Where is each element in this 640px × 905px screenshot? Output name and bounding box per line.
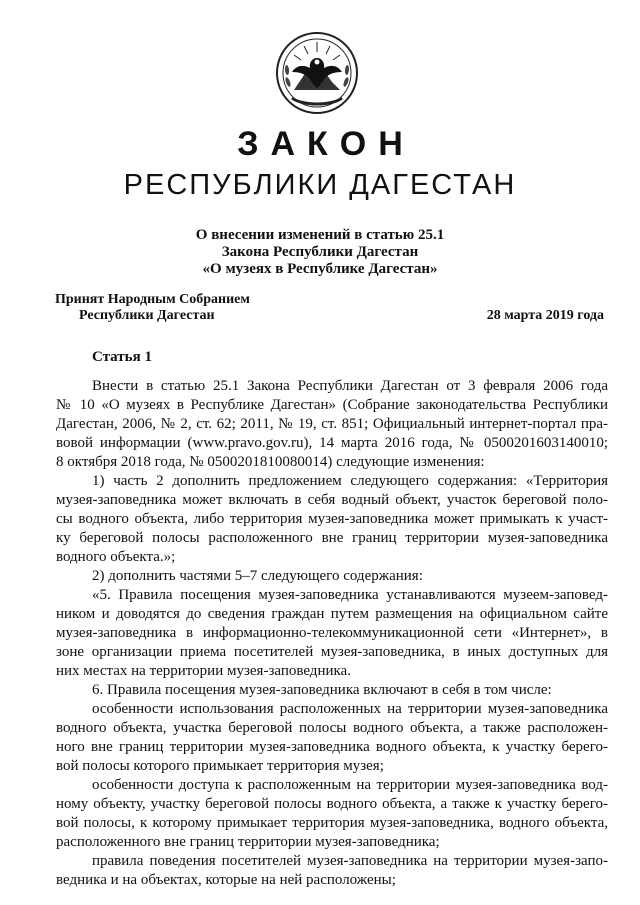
emblem: [272, 28, 362, 118]
body-line: Внести в статью 25.1 Закона Республики Дагестан от 3 февраля 2006 года: [92, 378, 608, 394]
adoption-line-1: Принят Народным Собранием: [55, 292, 250, 307]
body-line: 2) дополнить частями 5–7 следующего содержания:: [92, 568, 423, 584]
body-line: ного вне границ территории музея-заповедника водного объекта, к участку берего-: [56, 739, 608, 755]
body-line: музея-заповедника может включать в себя водный объект, участок береговой поло-: [56, 492, 608, 508]
body-line: ному объекту, участку береговой полосы водного объекта, а также к участку берего-: [56, 796, 608, 812]
heading-line: О внесении изменений в статью 25.1: [195, 227, 445, 243]
body-line: № 10 «О музеях в Республике Дагестан» (Собрание законодательства Республики: [56, 397, 608, 413]
body-line: 1) часть 2 дополнить предложением следующего содержания: «Территория: [92, 473, 608, 489]
body-line: «5. Правила посещения музея-заповедника устанавливаются музеем-заповед-: [92, 587, 608, 603]
body-line: расположенного вне границ территории музея-заповедника;: [56, 834, 440, 850]
adoption-statement: [55, 292, 250, 324]
body-line: водного объекта, участка береговой полосы водного объекта, а также расположен-: [56, 720, 608, 736]
body-line: ником и доводятся до сведения граждан путем размещения на официальном сайте: [56, 606, 608, 622]
adoption-line-2: Республики Дагестан: [79, 308, 215, 323]
dagestan-coat-of-arms-icon: [272, 28, 362, 118]
body-line: зоне организации приема посетителей музея-заповедника, в иных доступных для: [56, 644, 608, 660]
body-line: Дагестан, 2006, № 2, ст. 62; 2011, № 19, ст. 851; Официальный интернет-портал пра-: [56, 416, 608, 432]
body-line: правила поведения посетителей музея-заповедника на территории музея-запо-: [92, 853, 608, 869]
adoption-date: 28 марта 2019 года: [486, 308, 604, 323]
heading-line: «О музеях в Республике Дагестан»: [202, 261, 438, 277]
body-line: музея-заповедника в информационно-телекоммуникационной сети «Интернет», в: [56, 625, 608, 641]
body-line: вой полосы которого примыкает территория музея;: [56, 758, 384, 774]
body-line: вовой информации (www.pravo.gov.ru), 14 марта 2016 года, № 0500201603140010;: [56, 435, 608, 451]
body-line: 6. Правила посещения музея-заповедника включают в себя в том числе:: [92, 682, 552, 698]
heading-line: Закона Республики Дагестан: [221, 244, 419, 260]
body-line: ведника и на объектах, которые на ней расположены;: [56, 872, 396, 888]
body-line: ку береговой полосы расположенного вне границ территории музея-заповедника: [56, 530, 608, 546]
law-subtitle: РЕСПУБЛИКИ ДАГЕСТАН: [123, 169, 517, 201]
article-body: [56, 377, 608, 890]
body-line: сы водного объекта, либо территория музея-заповедника может примыкать к участ-: [56, 511, 608, 527]
body-line: особенности использования расположенных на территории музея-заповедника: [92, 701, 608, 717]
article-title: Статья 1: [92, 349, 152, 365]
law-heading: [0, 227, 640, 278]
body-line: особенности доступа к расположенным на территории музея-заповедника вод-: [92, 777, 608, 793]
law-title: ЗАКОН: [237, 125, 415, 163]
body-line: них местах на территории музея-заповедника.: [56, 663, 351, 679]
body-line: вой полосы, к которому примыкает территория музея-заповедника, водного объекта,: [56, 815, 608, 831]
body-line: 8 октября 2018 года, № 0500201810080014) следующие изменения:: [56, 454, 485, 470]
body-line: водного объекта.»;: [56, 549, 176, 565]
